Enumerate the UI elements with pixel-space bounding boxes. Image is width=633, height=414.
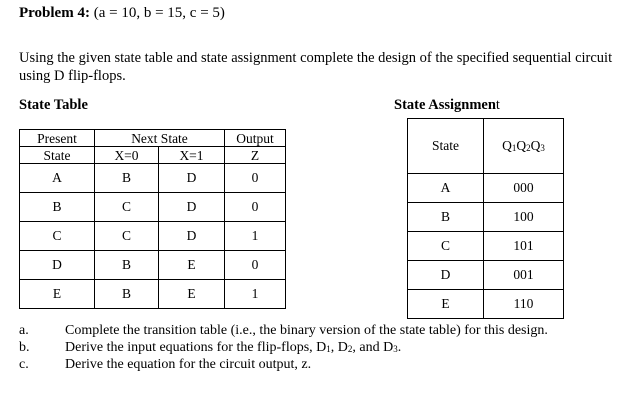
- x0-header: X=0: [95, 147, 159, 164]
- table-row: [408, 203, 564, 232]
- problem-label: Problem 4:: [19, 5, 90, 21]
- state-assignment-table: [407, 118, 564, 319]
- next-x1-cell: E: [159, 251, 225, 280]
- problem-intro: Using the given state table and state assignment complete the design of the specified sequential circuit using D flip-flops.: [19, 50, 613, 84]
- table-row: [20, 251, 286, 280]
- code-cell: 101: [484, 232, 564, 261]
- question-letter: a.: [19, 323, 29, 338]
- code-cell: 100: [484, 203, 564, 232]
- state-table-header-row: [20, 130, 286, 147]
- question-text: Derive the equation for the circuit output, z.: [65, 357, 312, 372]
- next-x0-cell: C: [95, 193, 159, 222]
- next-x1-cell: D: [159, 193, 225, 222]
- next-x0-cell: C: [95, 222, 159, 251]
- table-row: [408, 290, 564, 319]
- next-x1-cell: D: [159, 164, 225, 193]
- state-cell: C: [408, 232, 484, 261]
- next-x1-cell: E: [159, 280, 225, 309]
- table-row: [20, 164, 286, 193]
- code-cell: 001: [484, 261, 564, 290]
- question-list: [19, 323, 548, 374]
- next-x0-cell: B: [95, 164, 159, 193]
- problem-title: [19, 5, 225, 22]
- table-row: [408, 174, 564, 203]
- present-state-subheader: State: [20, 147, 95, 164]
- output-cell: 1: [225, 280, 286, 309]
- present-cell: B: [20, 193, 95, 222]
- output-cell: 0: [225, 164, 286, 193]
- z-header: Z: [225, 147, 286, 164]
- state-header: State: [408, 119, 484, 174]
- code-cell: 110: [484, 290, 564, 319]
- question-a: [19, 323, 548, 340]
- output-cell: 0: [225, 193, 286, 222]
- table-row: [408, 261, 564, 290]
- question-letter: c.: [19, 357, 29, 372]
- x1-header: X=1: [159, 147, 225, 164]
- state-assignment-heading: [394, 97, 500, 114]
- present-cell: D: [20, 251, 95, 280]
- assignment-header-row: [408, 119, 564, 174]
- table-row: [20, 280, 286, 309]
- question-c: [19, 357, 548, 374]
- present-cell: A: [20, 164, 95, 193]
- present-state-header: Present: [20, 130, 95, 147]
- next-x0-cell: B: [95, 251, 159, 280]
- question-text: Derive the input equations for the flip-flops, D1, D2, and D3.: [65, 339, 402, 355]
- state-table-subheader-row: [20, 147, 286, 164]
- state-cell: E: [408, 290, 484, 319]
- output-cell: 0: [225, 251, 286, 280]
- table-row: [408, 232, 564, 261]
- table-row: [20, 193, 286, 222]
- state-assignment-heading-main: State Assignmen: [394, 97, 496, 113]
- next-x0-cell: B: [95, 280, 159, 309]
- question-letter: b.: [19, 339, 30, 355]
- problem-params: (a = 10, b = 15, c = 5): [93, 5, 225, 21]
- state-table-heading: State Table: [19, 97, 88, 113]
- state-assignment-heading-tail: t: [495, 97, 500, 113]
- present-cell: E: [20, 280, 95, 309]
- state-cell: D: [408, 261, 484, 290]
- code-cell: 000: [484, 174, 564, 203]
- state-table: [19, 129, 286, 309]
- table-row: [20, 222, 286, 251]
- state-cell: B: [408, 203, 484, 232]
- present-cell: C: [20, 222, 95, 251]
- question-b: [19, 340, 548, 358]
- q-code-header: Q1Q2Q3: [484, 119, 564, 174]
- next-state-header: Next State: [95, 130, 225, 147]
- output-cell: 1: [225, 222, 286, 251]
- next-x1-cell: D: [159, 222, 225, 251]
- output-header: Output: [225, 130, 286, 147]
- question-text: Complete the transition table (i.e., the binary version of the state table) for this design.: [65, 323, 548, 338]
- state-cell: A: [408, 174, 484, 203]
